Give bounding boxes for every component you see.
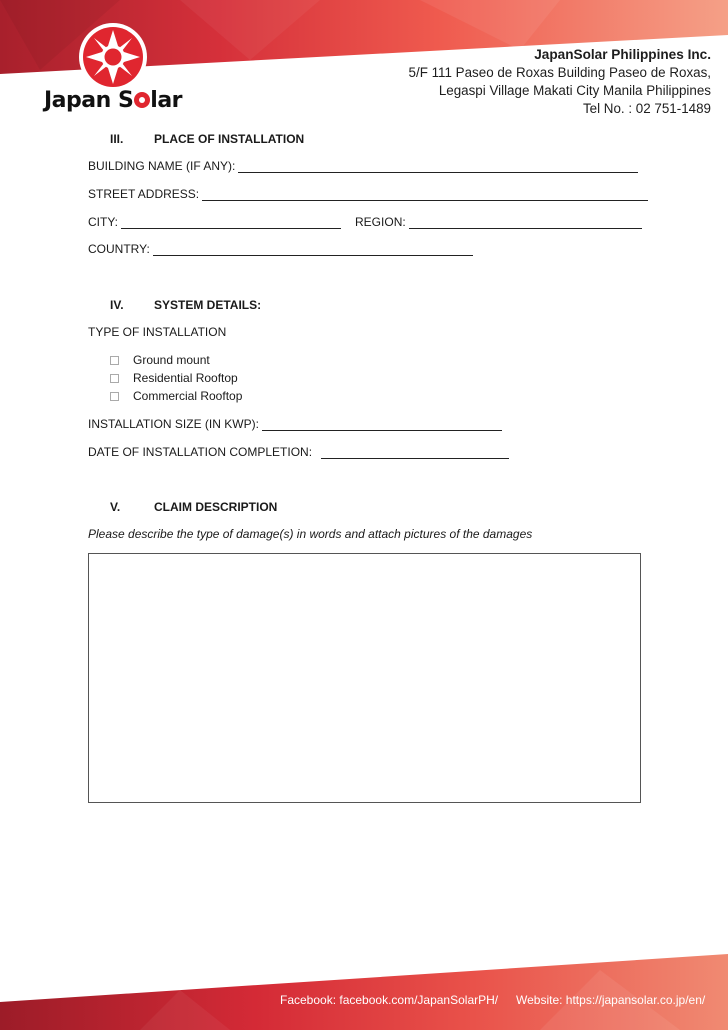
city-field — [88, 215, 642, 229]
city-input[interactable] — [121, 216, 341, 229]
footer-facebook-link[interactable]: Facebook: facebook.com/JapanSolarPH/ — [280, 993, 499, 1007]
logo-wordmark — [44, 88, 186, 113]
street-address-input[interactable] — [202, 188, 648, 201]
section-title: PLACE OF INSTALLATION — [154, 132, 305, 146]
section-number: V. — [110, 500, 121, 514]
claim-description-box[interactable] — [88, 553, 641, 803]
option-label: Commercial Rooftop — [133, 389, 243, 403]
company-info — [409, 46, 711, 118]
building-name-label: BUILDING NAME (IF ANY): — [88, 159, 236, 173]
checkbox-icon[interactable] — [110, 356, 119, 365]
logo-sun-o-icon — [134, 92, 150, 108]
completion-date-input[interactable] — [321, 446, 509, 459]
completion-date-label: DATE OF INSTALLATION COMPLETION: — [88, 445, 313, 459]
section-system-heading — [110, 298, 261, 312]
installation-size-label: INSTALLATION SIZE (IN KWP): — [88, 417, 259, 431]
installation-size-input[interactable] — [262, 418, 502, 431]
installation-size-field — [88, 417, 502, 431]
country-field — [88, 242, 473, 256]
building-name-field — [88, 159, 638, 173]
option-residential-rooftop[interactable] — [110, 371, 238, 385]
company-address-line2: Legaspi Village Makati City Manila Philippines — [438, 83, 711, 98]
option-label: Residential Rooftop — [133, 371, 238, 385]
installation-type-label: TYPE OF INSTALLATION — [88, 325, 227, 339]
section-claim-heading — [110, 500, 277, 514]
section-number: IV. — [110, 298, 124, 312]
street-address-label: STREET ADDRESS: — [88, 187, 200, 201]
city-label: CITY: — [88, 215, 119, 229]
checkbox-icon[interactable] — [110, 392, 119, 401]
footer-website-link[interactable]: Website: https://japansolar.co.jp/en/ — [516, 993, 706, 1007]
japan-solar-logo — [44, 22, 186, 118]
footer-banner — [0, 940, 728, 1030]
section-title: SYSTEM DETAILS: — [154, 298, 262, 312]
region-input[interactable] — [409, 216, 642, 229]
company-name: JapanSolar Philippines Inc. — [534, 47, 711, 62]
sun-logo-icon — [78, 22, 148, 92]
logo-text-part2: lar — [150, 88, 183, 113]
claim-instruction: Please describe the type of damage(s) in words and attach pictures of the damages — [88, 527, 533, 541]
building-name-input[interactable] — [238, 160, 638, 173]
company-address-line1: 5/F 111 Paseo de Roxas Building Paseo de Roxas, — [408, 65, 711, 80]
country-input[interactable] — [153, 243, 473, 256]
section-title: CLAIM DESCRIPTION — [154, 500, 278, 514]
completion-date-field — [88, 445, 509, 459]
checkbox-icon[interactable] — [110, 374, 119, 383]
section-number: III. — [110, 132, 124, 146]
option-label: Ground mount — [133, 353, 210, 367]
region-label: REGION: — [355, 215, 406, 229]
logo-text-part1: Japan S — [44, 88, 134, 113]
section-place-heading — [110, 132, 304, 146]
country-label: COUNTRY: — [88, 242, 150, 256]
company-tel: Tel No. : 02 751-1489 — [582, 101, 711, 116]
option-commercial-rooftop[interactable] — [110, 389, 242, 403]
street-address-field — [88, 187, 648, 201]
option-ground-mount[interactable] — [110, 353, 210, 367]
